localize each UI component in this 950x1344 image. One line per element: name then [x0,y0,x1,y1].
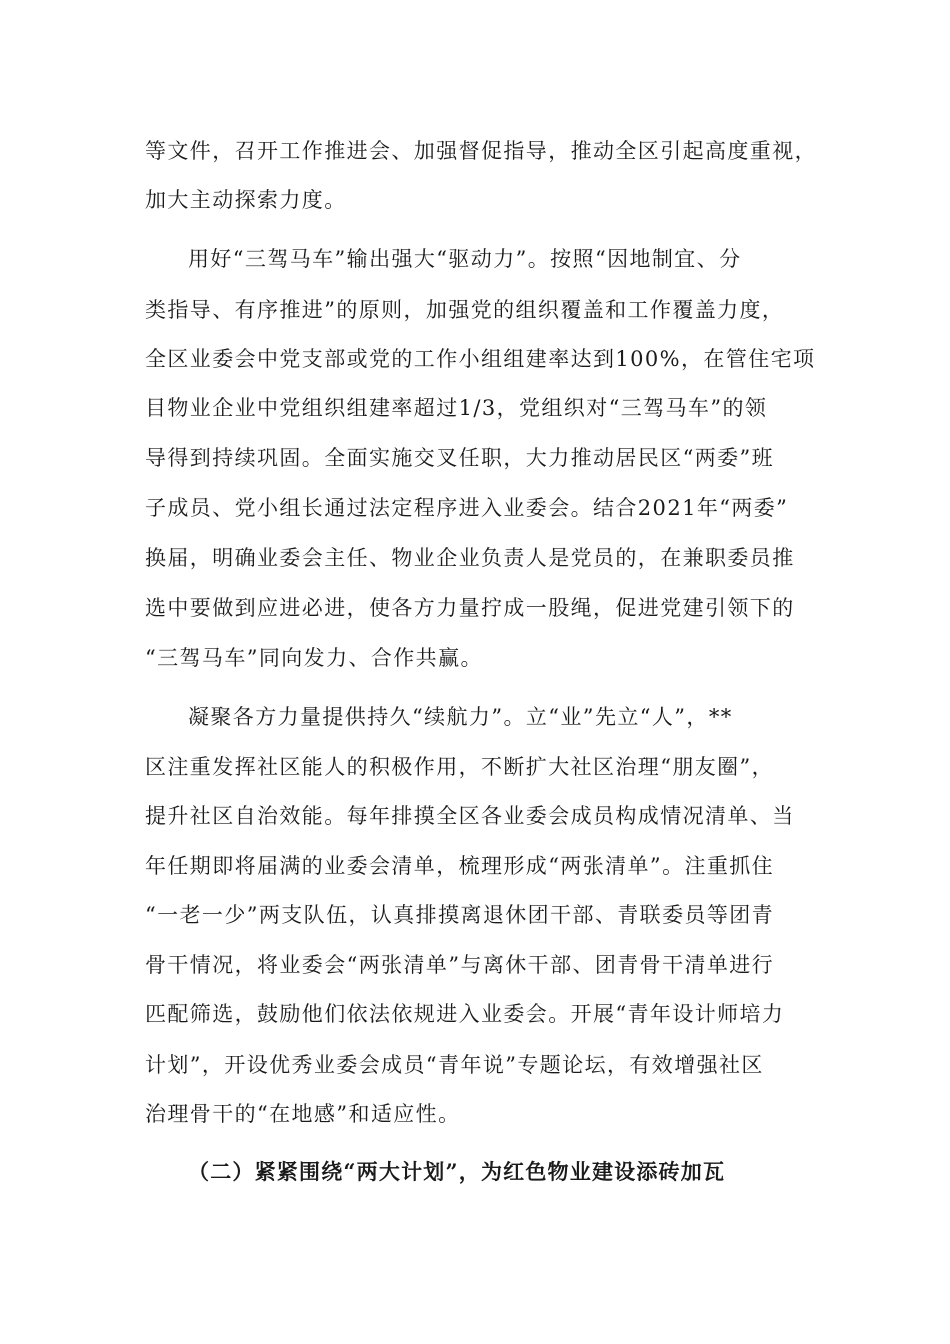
paragraph-3-line-3: 提升社区自治效能。每年排摸全区各业委会成员构成情况清单、当 [145,804,795,828]
paragraph-3-line-5: “一老一少”两支队伍，认真排摸离退休团干部、青联委员等团青 [145,903,775,927]
paragraph-3-line-7: 匹配筛选，鼓励他们依法依规进入业委会。开展“青年设计师培力 [145,1002,785,1026]
paragraph-1-line-1: 等文件，召开工作推进会、加强督促指导，推动全区引起高度重视， [145,139,817,163]
paragraph-3-line-8: 计划”，开设优秀业委会成员“青年说”专题论坛，有效增强社区 [145,1053,764,1077]
paragraph-1-line-2: 加大主动探索力度。 [145,188,347,212]
paragraph-2-line-5: 导得到持续巩固。全面实施交叉任职，大力推动居民区“两委”班 [145,446,775,470]
paragraph-2-line-6: 子成员、党小组长通过法定程序进入业委会。结合2021年“两委” [145,496,789,520]
paragraph-3-line-1: 凝聚各方力量提供持久“续航力”。立“业”先立“人”，** [188,705,733,729]
paragraph-3-line-6: 骨干情况，将业委会“两张清单”与离休干部、团青骨干清单进行 [145,953,775,977]
paragraph-2-line-1: 用好“三驾马车”输出强大“驱动力”。按照“因地制宜、分 [188,247,742,271]
paragraph-2-line-2: 类指导、有序推进”的原则，加强党的组织覆盖和工作覆盖力度， [145,298,785,322]
paragraph-2-line-9: “三驾马车”同向发力、合作共赢。 [145,646,483,670]
paragraph-3-line-4: 年任期即将届满的业委会清单，梳理形成“两张清单”。注重抓住 [145,854,775,878]
paragraph-2-line-7: 换届，明确业委会主任、物业企业负责人是党员的，在兼职委员推 [145,546,795,570]
paragraph-2-line-8: 选中要做到应进必进，使各方力量拧成一股绳，促进党建引领下的 [145,596,795,620]
paragraph-3-line-2: 区注重发挥社区能人的积极作用，不断扩大社区治理“朋友圈”， [145,755,775,779]
paragraph-3-line-9: 治理骨干的“在地感”和适应性。 [145,1102,461,1126]
paragraph-2-line-4: 目物业企业中党组织组建率超过1/3，党组织对“三驾马车”的领 [145,396,768,420]
section-heading: （二）紧紧围绕“两大计划”，为红色物业建设添砖加瓦 [188,1159,726,1184]
paragraph-2-line-3: 全区业委会中党支部或党的工作小组组建率达到100%，在管住宅项 [145,347,816,371]
